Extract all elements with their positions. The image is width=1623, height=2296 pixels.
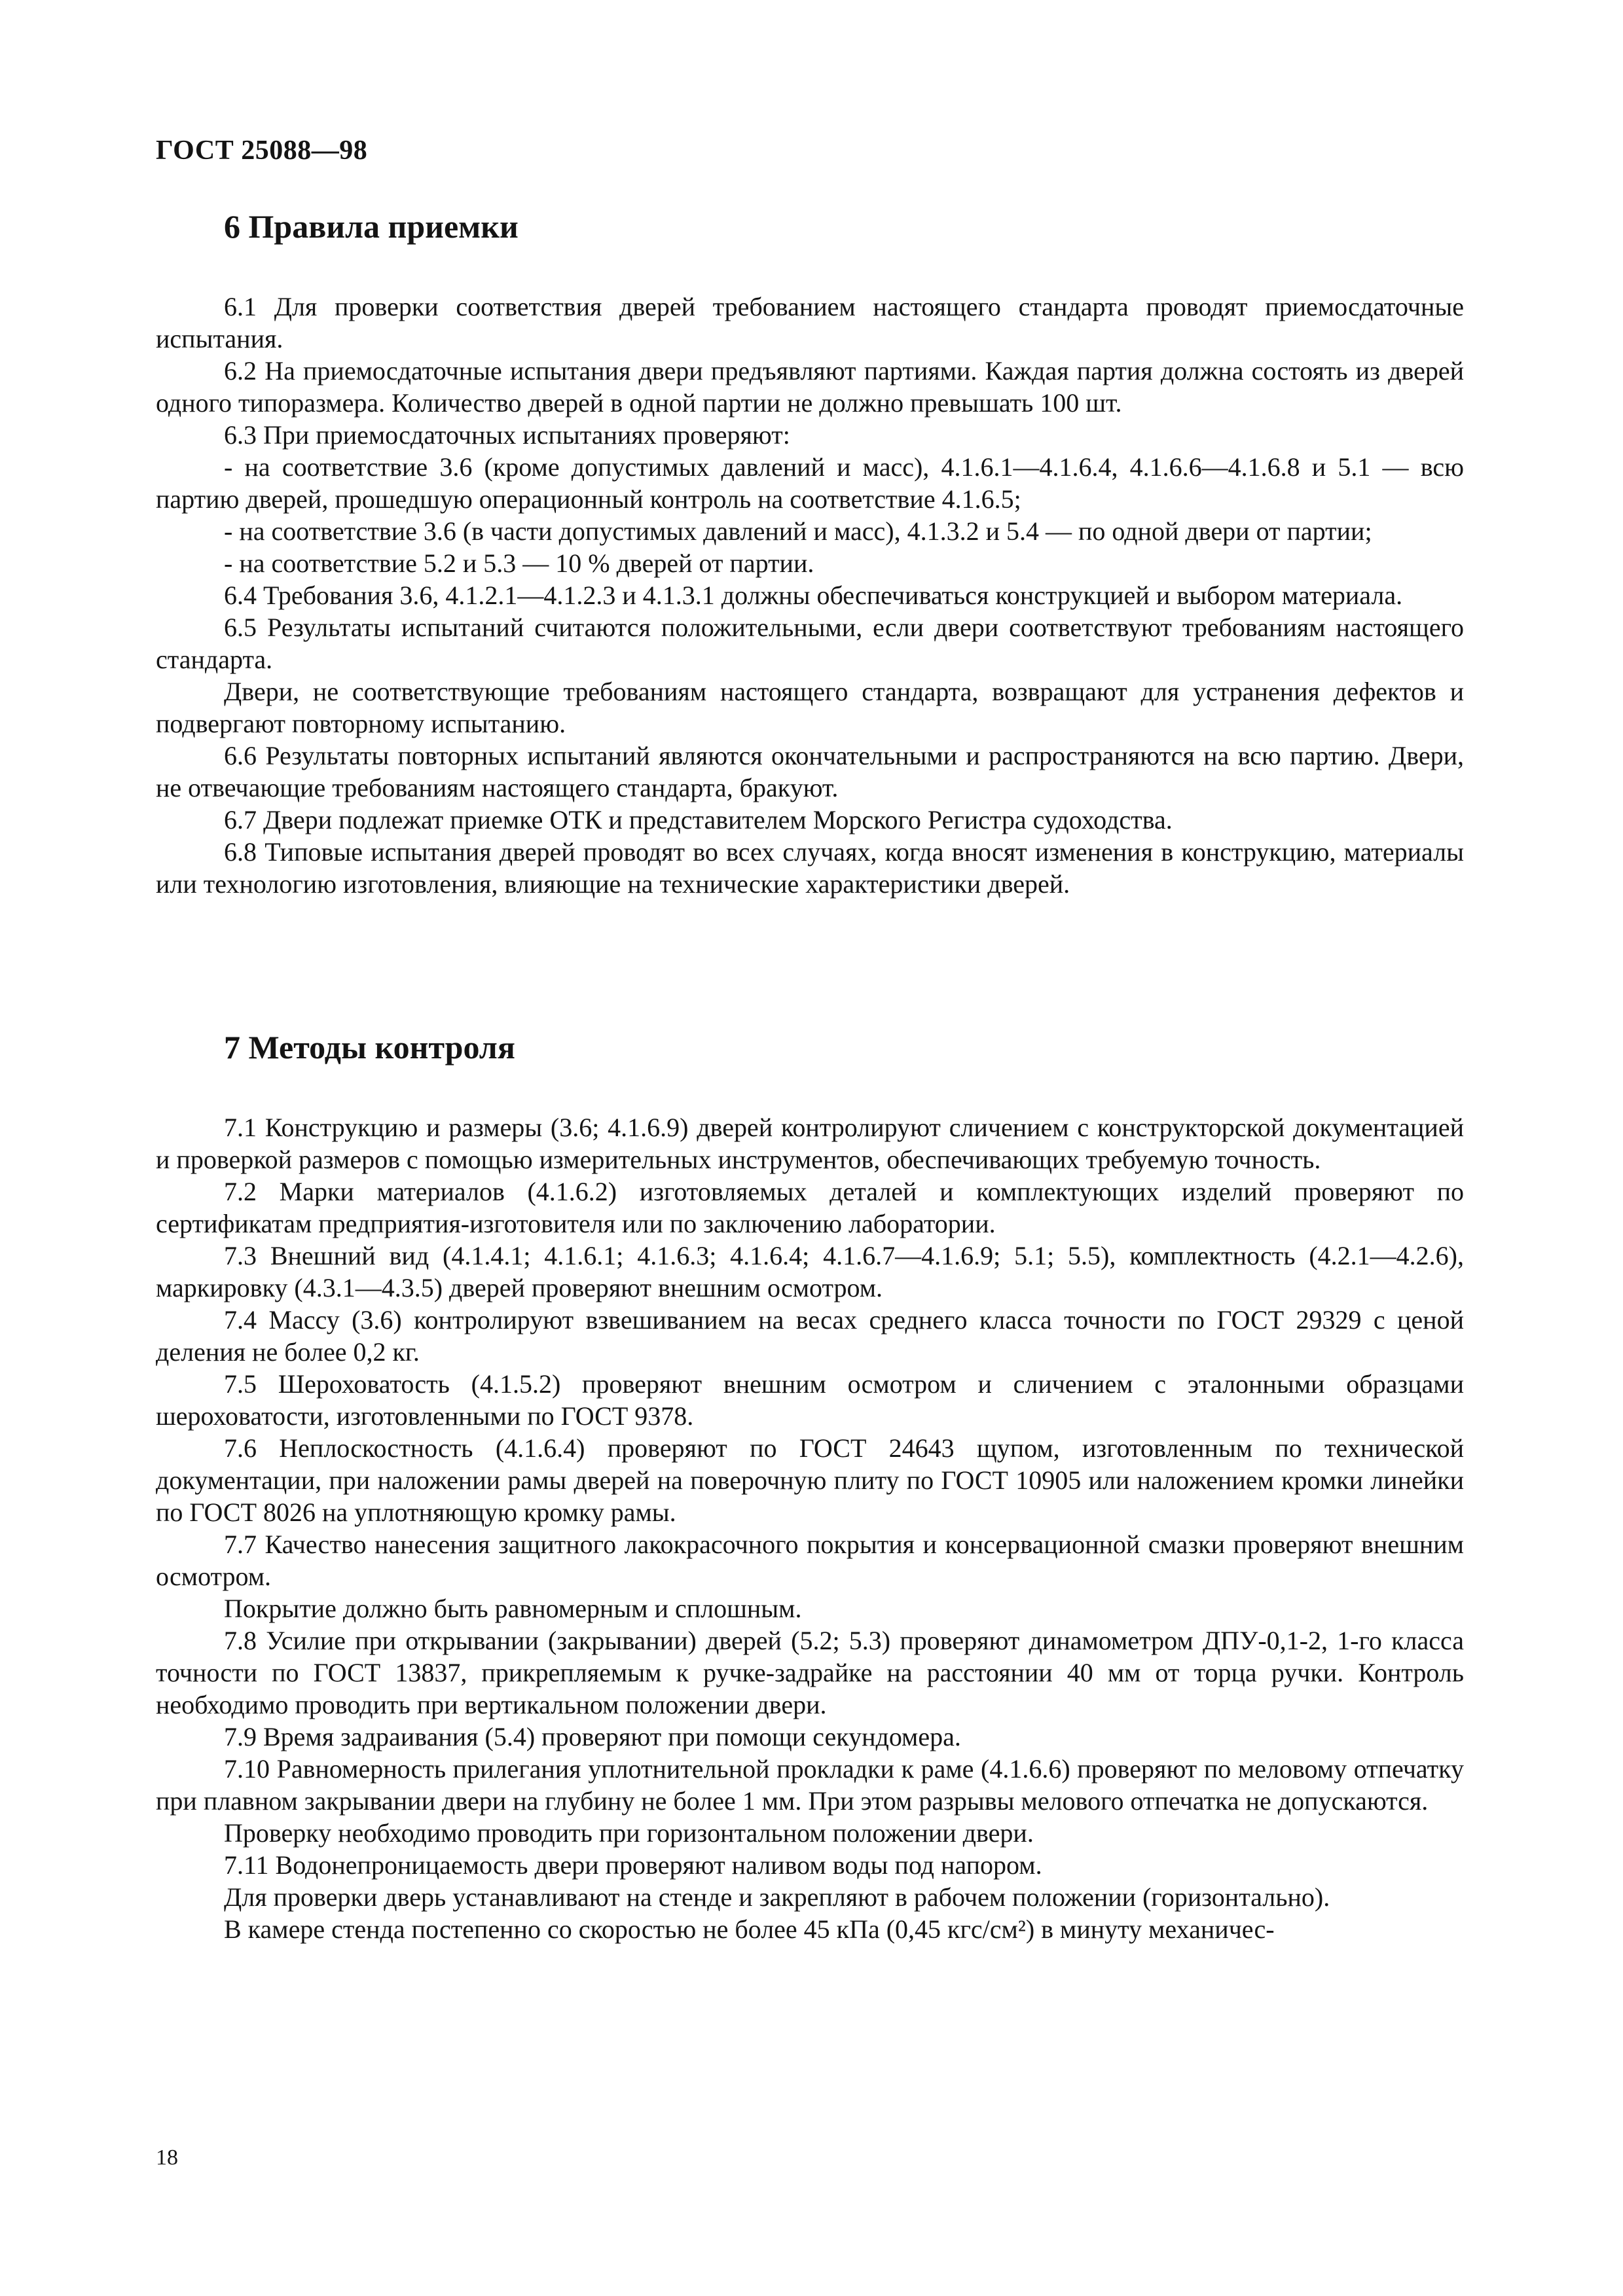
page-number: 18 — [156, 2145, 178, 2170]
paragraph-6-7: 6.7 Двери подлежат приемке ОТК и представителем Морского Регистра судоходства. — [224, 805, 1173, 834]
paragraph-6-1: 6.1 Для проверки соответствия дверей требованием настоящего стандарта проводят приемосдаточные испытания. — [156, 292, 1464, 353]
section-acceptance-rules — [156, 207, 1464, 900]
document-code: ГОСТ 25088—98 — [156, 135, 368, 166]
section-title: 7 Методы контроля — [224, 1029, 515, 1066]
paragraph-7-7: 7.7 Качество нанесения защитного лакокрасочного покрытия и консервационной смазки проверяют внешним осмотром. — [156, 1530, 1464, 1591]
paragraph-7-9: 7.9 Время задраивания (5.4) проверяют при помощи секундомера. — [224, 1722, 961, 1751]
paragraph-7-3: 7.3 Внешний вид (4.1.4.1; 4.1.6.1; 4.1.6.3; 4.1.6.4; 4.1.6.7—4.1.6.9; 5.1; 5.5), комплектность (4.2.1—4.2.6), маркировку (4.3.1—4.3.5) дверей проверяют внешним осмотром. — [156, 1241, 1464, 1302]
paragraph-6-3-item-3: - на соответствие 5.2 и 5.3 — 10 % дверей от партии. — [224, 548, 814, 578]
paragraph-6-5: 6.5 Результаты испытаний считаются положительными, если двери соответствуют требованиям настоящего стандарта. — [156, 613, 1464, 674]
paragraph-7-2: 7.2 Марки материалов (4.1.6.2) изготовляемых деталей и комплектующих изделий проверяют по сертификатам предприятия-изготовителя или по заключению лаборатории. — [156, 1177, 1464, 1238]
paragraph-6-3-item-2: - на соответствие 3.6 (в части допустимых давлений и масс), 4.1.3.2 и 5.4 — по одной двери от партии; — [224, 516, 1372, 546]
section-control-methods — [156, 1028, 1464, 1945]
paragraph-6-3-item-1: - на соответствие 3.6 (кроме допустимых давлений и масс), 4.1.6.1—4.1.6.4, 4.1.6.6—4.1.6.8 и 5.1 — всю партию дверей, прошедшую операционный контроль на соответствие 4.1.6.5; — [156, 452, 1464, 514]
paragraph-7-11-cont: Для проверки дверь устанавливают на стенде и закрепляют в рабочем положении (горизонтально). — [224, 1882, 1330, 1912]
paragraph-7-10-cont: Проверку необходимо проводить при горизонтальном положении двери. — [224, 1818, 1034, 1848]
paragraph-7-11: 7.11 Водонепроницаемость двери проверяют наливом воды под напором. — [224, 1850, 1042, 1880]
paragraph-6-3: 6.3 При приемосдаточных испытаниях проверяют: — [224, 420, 790, 450]
paragraph-6-8: 6.8 Типовые испытания дверей проводят во всех случаях, когда вносят изменения в конструкцию, материалы или технологию изготовления, влияющие на технические характеристики дверей. — [156, 837, 1464, 899]
paragraph-6-5-cont: Двери, не соответствующие требованиям настоящего стандарта, возвращают для устранения дефектов и подвергают повторному испытанию. — [156, 677, 1464, 738]
paragraph-7-4: 7.4 Массу (3.6) контролируют взвешиванием на весах среднего класса точности по ГОСТ 29329 с ценой деления не более 0,2 кг. — [156, 1305, 1464, 1367]
section-title: 6 Правила приемки — [224, 208, 519, 245]
paragraph-7-7-cont: Покрытие должно быть равномерным и сплошным. — [224, 1594, 802, 1623]
paragraph-6-4: 6.4 Требования 3.6, 4.1.2.1—4.1.2.3 и 4.1.3.1 должны обеспечиваться конструкцией и выбором материала. — [224, 581, 1403, 610]
paragraph-7-11-cont-2: В камере стенда постепенно со скоростью не более 45 кПа (0,45 кгс/см²) в минуту механичес- — [224, 1914, 1275, 1944]
paragraph-7-10: 7.10 Равномерность прилегания уплотнительной прокладки к раме (4.1.6.6) проверяют по меловому отпечатку при плавном закрывании двери на глубину не более 1 мм. При этом разрывы мелового отпечатка не допускаются. — [156, 1754, 1464, 1816]
paragraph-7-6: 7.6 Неплоскостность (4.1.6.4) проверяют по ГОСТ 24643 щупом, изготовленным по технической документации, при наложении рамы дверей на поверочную плиту по ГОСТ 10905 или наложением кромки линейки по ГОСТ 8026 на уплотняющую кромку рамы. — [156, 1433, 1464, 1527]
paragraph-7-1: 7.1 Конструкцию и размеры (3.6; 4.1.6.9) дверей контролируют сличением с конструкторской документацией и проверкой размеров с помощью измерительных инструментов, обеспечивающих требуемую точность. — [156, 1113, 1464, 1174]
paragraph-6-6: 6.6 Результаты повторных испытаний являются окончательными и распространяются на всю партию. Двери, не отвечающие требованиям настоящего стандарта, бракуют. — [156, 741, 1464, 802]
paragraph-7-8: 7.8 Усилие при открывании (закрывании) дверей (5.2; 5.3) проверяют динамометром ДПУ-0,1-2, 1-го класса точности по ГОСТ 13837, прикрепляемым к ручке-задрайке на расстоянии 40 мм от торца ручки. Контроль необходимо проводить при вертикальном положении двери. — [156, 1626, 1464, 1719]
paragraph-7-5: 7.5 Шероховатость (4.1.5.2) проверяют внешним осмотром и сличением с эталонными образцами шероховатости, изготовленными по ГОСТ 9378. — [156, 1369, 1464, 1431]
paragraph-6-2: 6.2 На приемосдаточные испытания двери предъявляют партиями. Каждая партия должна состоять из дверей одного типоразмера. Количество дверей в одной партии не должно превышать 100 шт. — [156, 356, 1464, 418]
